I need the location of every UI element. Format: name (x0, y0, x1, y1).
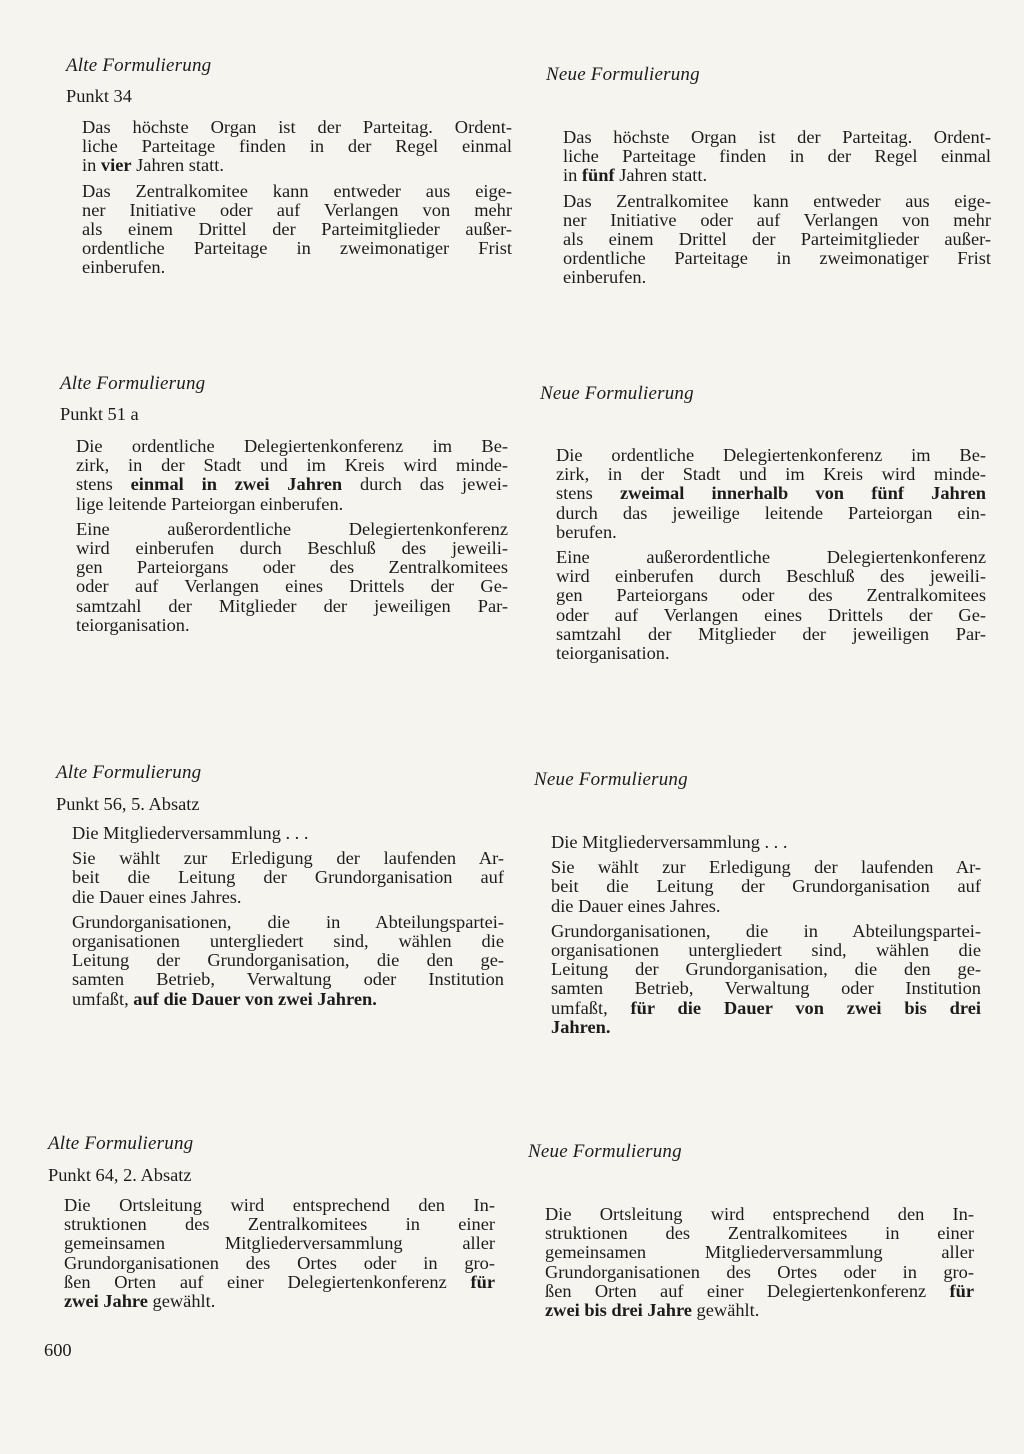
emphasis: auf die Dauer von zwei Jahren. (133, 988, 377, 1009)
alt-punkt-4: Punkt 64, 2. Absatz (48, 1165, 192, 1185)
text-line: Die Mitgliederversammlung . . . (551, 832, 788, 852)
text-run: ßen Orten auf einer Delegiertenkonferenz (64, 1271, 471, 1292)
text-line: lige leitende Parteiorgan einberufen. (76, 493, 344, 514)
alt-heading-4: Alte Formulierung (48, 1133, 194, 1154)
text-line: oder auf Verlangen eines Drittels der Ge- (556, 604, 986, 625)
emphasis: zwei bis drei Jahre (545, 1300, 692, 1321)
text-line: samtzahl der Mitglieder der jeweiligen Par- (556, 623, 986, 644)
emphasis: für (470, 1271, 495, 1292)
text-line: Sie wählt zur Erledigung der laufenden Ar- (551, 857, 981, 878)
text-line: Grundorganisationen, die in Abteilungspartei- (72, 911, 504, 932)
paragraph (64, 1196, 495, 1311)
text-line: beit die Leitung der Grundorganisation auf (551, 876, 981, 897)
text-line: berufen. (556, 521, 617, 542)
text-line: durch das jeweilige leitende Parteiorgan ein- (556, 502, 986, 523)
text-line (72, 990, 504, 1009)
text-line: teiorganisation. (556, 643, 670, 664)
text-line: samten Betrieb, Verwaltung oder Institution (551, 978, 981, 999)
text-line (64, 1292, 495, 1311)
text-line: gen Parteiorgans oder des Zentralkomitees (76, 557, 508, 578)
text-run: in (82, 155, 101, 176)
paragraph (82, 182, 512, 278)
paragraph (563, 128, 991, 186)
text-line: Leitung der Grundorganisation, die den ge- (72, 950, 504, 971)
text-line: samten Betrieb, Verwaltung oder Institution (72, 969, 504, 990)
text-run: gewählt. (147, 1291, 216, 1312)
emphasis: für (949, 1280, 974, 1301)
text-line: samtzahl der Mitglieder der jeweiligen Par- (76, 595, 508, 616)
alt-punkt-2: Punkt 51 a (60, 404, 139, 424)
text-line (76, 475, 508, 494)
text-run: durch das jewei- (342, 474, 508, 495)
text-run: stens (556, 483, 620, 504)
text-line: gen Parteiorgans oder des Zentralkomitees (556, 585, 986, 606)
text-run: ßen Orten auf einer Delegiertenkonferenz (545, 1280, 950, 1301)
text-line: Eine außerordentliche Delegiertenkonferenz (556, 547, 986, 568)
paragraph (556, 446, 986, 542)
text-line: Das höchste Organ ist der Parteitag. Ordent- (82, 117, 512, 137)
text-line: struktionen des Zentralkomitees in einer (64, 1214, 495, 1235)
paragraph (76, 437, 508, 514)
text-line: Die ordentliche Delegiertenkonferenz im Be- (556, 445, 986, 465)
text-line: beit die Leitung der Grundorganisation auf (72, 867, 504, 888)
paragraph (76, 520, 508, 635)
paragraph (556, 548, 986, 663)
alt-punkt-1: Punkt 34 (66, 86, 132, 106)
text-line: teiorganisation. (76, 614, 190, 635)
paragraph (82, 118, 512, 176)
text-line: einberufen. (563, 267, 647, 288)
text-line: oder auf Verlangen eines Drittels der Ge- (76, 576, 508, 597)
text-line: organisationen untergliedert sind, wählen die (72, 931, 504, 952)
text-line: struktionen des Zentralkomitees in einer (545, 1223, 974, 1244)
text-line: Leitung der Grundorganisation, die den ge- (551, 959, 981, 980)
text-run: umfaßt, (72, 988, 134, 1009)
text-run: umfaßt, (551, 997, 631, 1018)
text-line: als einem Drittel der Parteimitglieder außer- (82, 219, 512, 240)
text-line: organisationen untergliedert sind, wählen die (551, 940, 981, 961)
paragraph (551, 858, 981, 916)
text-line (563, 166, 991, 185)
text-run: Jahren statt. (614, 165, 708, 186)
text-line: zirk, in der Stadt und im Kreis wird minde- (556, 464, 986, 485)
text-run: stens (76, 474, 131, 495)
text-line: ner Initiative oder auf Verlangen von mehr (563, 209, 991, 230)
text-line (551, 999, 981, 1018)
text-line: liche Parteitage finden in der Regel einmal (82, 136, 512, 157)
page-number: 600 (44, 1340, 72, 1360)
text-line: Die Ortsleitung wird entsprechend den In- (64, 1195, 495, 1215)
text-line (545, 1282, 974, 1301)
text-line: Die Mitgliederversammlung . . . (72, 823, 309, 843)
emphasis: Jahren. (551, 1016, 611, 1037)
text-line (82, 156, 512, 175)
text-line: zirk, in der Stadt und im Kreis wird minde- (76, 455, 508, 476)
text-line: gemeinsamen Mitgliederversammlung aller (64, 1233, 495, 1254)
text-line: ordentliche Parteitage in zweimonatiger Frist (82, 238, 512, 259)
text-run: Jahren statt. (131, 155, 224, 176)
neu-text-1 (563, 128, 991, 288)
text-line: Das Zentralkomitee kann entweder aus eige- (82, 180, 512, 201)
emphasis: zwei Jahre (64, 1291, 148, 1312)
paragraph (545, 1205, 974, 1320)
paragraph (72, 849, 504, 907)
paragraph (551, 922, 981, 1037)
text-line: einberufen. (82, 257, 166, 278)
text-line: Das Zentralkomitee kann entweder aus eige- (563, 190, 991, 211)
text-line: gemeinsamen Mitgliederversammlung aller (545, 1242, 974, 1263)
emphasis: zweimal innerhalb von fünf Jahren (620, 483, 986, 504)
text-line: Grundorganisationen des Ortes oder in gro- (545, 1261, 974, 1282)
text-run: in (563, 165, 582, 186)
text-line: liche Parteitage finden in der Regel einmal (563, 146, 991, 167)
neu-text-2 (556, 446, 986, 663)
alt-text-4 (64, 1196, 495, 1311)
text-line: Die Ortsleitung wird entsprechend den In- (545, 1204, 974, 1224)
neu-heading-2: Neue Formulierung (540, 383, 694, 404)
alt-text-3 (72, 824, 504, 1009)
emphasis: einmal in zwei Jahren (130, 474, 343, 495)
emphasis: fünf (581, 165, 615, 186)
neu-heading-4: Neue Formulierung (528, 1141, 682, 1162)
alt-punkt-3: Punkt 56, 5. Absatz (56, 794, 200, 814)
emphasis: für die Dauer von zwei bis drei (630, 997, 981, 1018)
text-line: die Dauer eines Jahres. (72, 886, 242, 907)
paragraph (563, 192, 991, 288)
text-line (64, 1273, 495, 1292)
alt-text-2 (76, 437, 508, 635)
text-line (545, 1301, 974, 1320)
text-line: die Dauer eines Jahres. (551, 895, 721, 916)
text-line: Eine außerordentliche Delegiertenkonferenz (76, 518, 508, 539)
text-line (556, 484, 986, 503)
text-line: als einem Drittel der Parteimitglieder außer- (563, 229, 991, 250)
text-line: Das höchste Organ ist der Parteitag. Ordent- (563, 127, 991, 147)
alt-heading-3: Alte Formulierung (56, 762, 202, 783)
text-line: wird einberufen durch Beschluß des jeweili- (76, 538, 508, 559)
paragraph (72, 824, 504, 843)
alt-heading-1: Alte Formulierung (66, 55, 212, 76)
neu-heading-3: Neue Formulierung (534, 769, 688, 790)
alt-heading-2: Alte Formulierung (60, 373, 206, 394)
neu-text-4 (545, 1205, 974, 1320)
text-line: ner Initiative oder auf Verlangen von mehr (82, 199, 512, 220)
text-line: ordentliche Parteitage in zweimonatiger Frist (563, 248, 991, 269)
neu-heading-1: Neue Formulierung (546, 64, 700, 85)
paragraph (72, 913, 504, 1009)
emphasis: vier (100, 155, 132, 176)
neu-text-3 (551, 833, 981, 1037)
paragraph (551, 833, 981, 852)
text-line: Die ordentliche Delegiertenkonferenz im Be- (76, 436, 508, 456)
text-line (551, 1018, 981, 1037)
text-line: wird einberufen durch Beschluß des jeweili- (556, 566, 986, 587)
text-line: Grundorganisationen des Ortes oder in gro- (64, 1252, 495, 1273)
text-run: gewählt. (691, 1300, 760, 1321)
alt-text-1 (82, 118, 512, 278)
text-line: Grundorganisationen, die in Abteilungspartei- (551, 920, 981, 941)
text-line: Sie wählt zur Erledigung der laufenden Ar- (72, 848, 504, 869)
